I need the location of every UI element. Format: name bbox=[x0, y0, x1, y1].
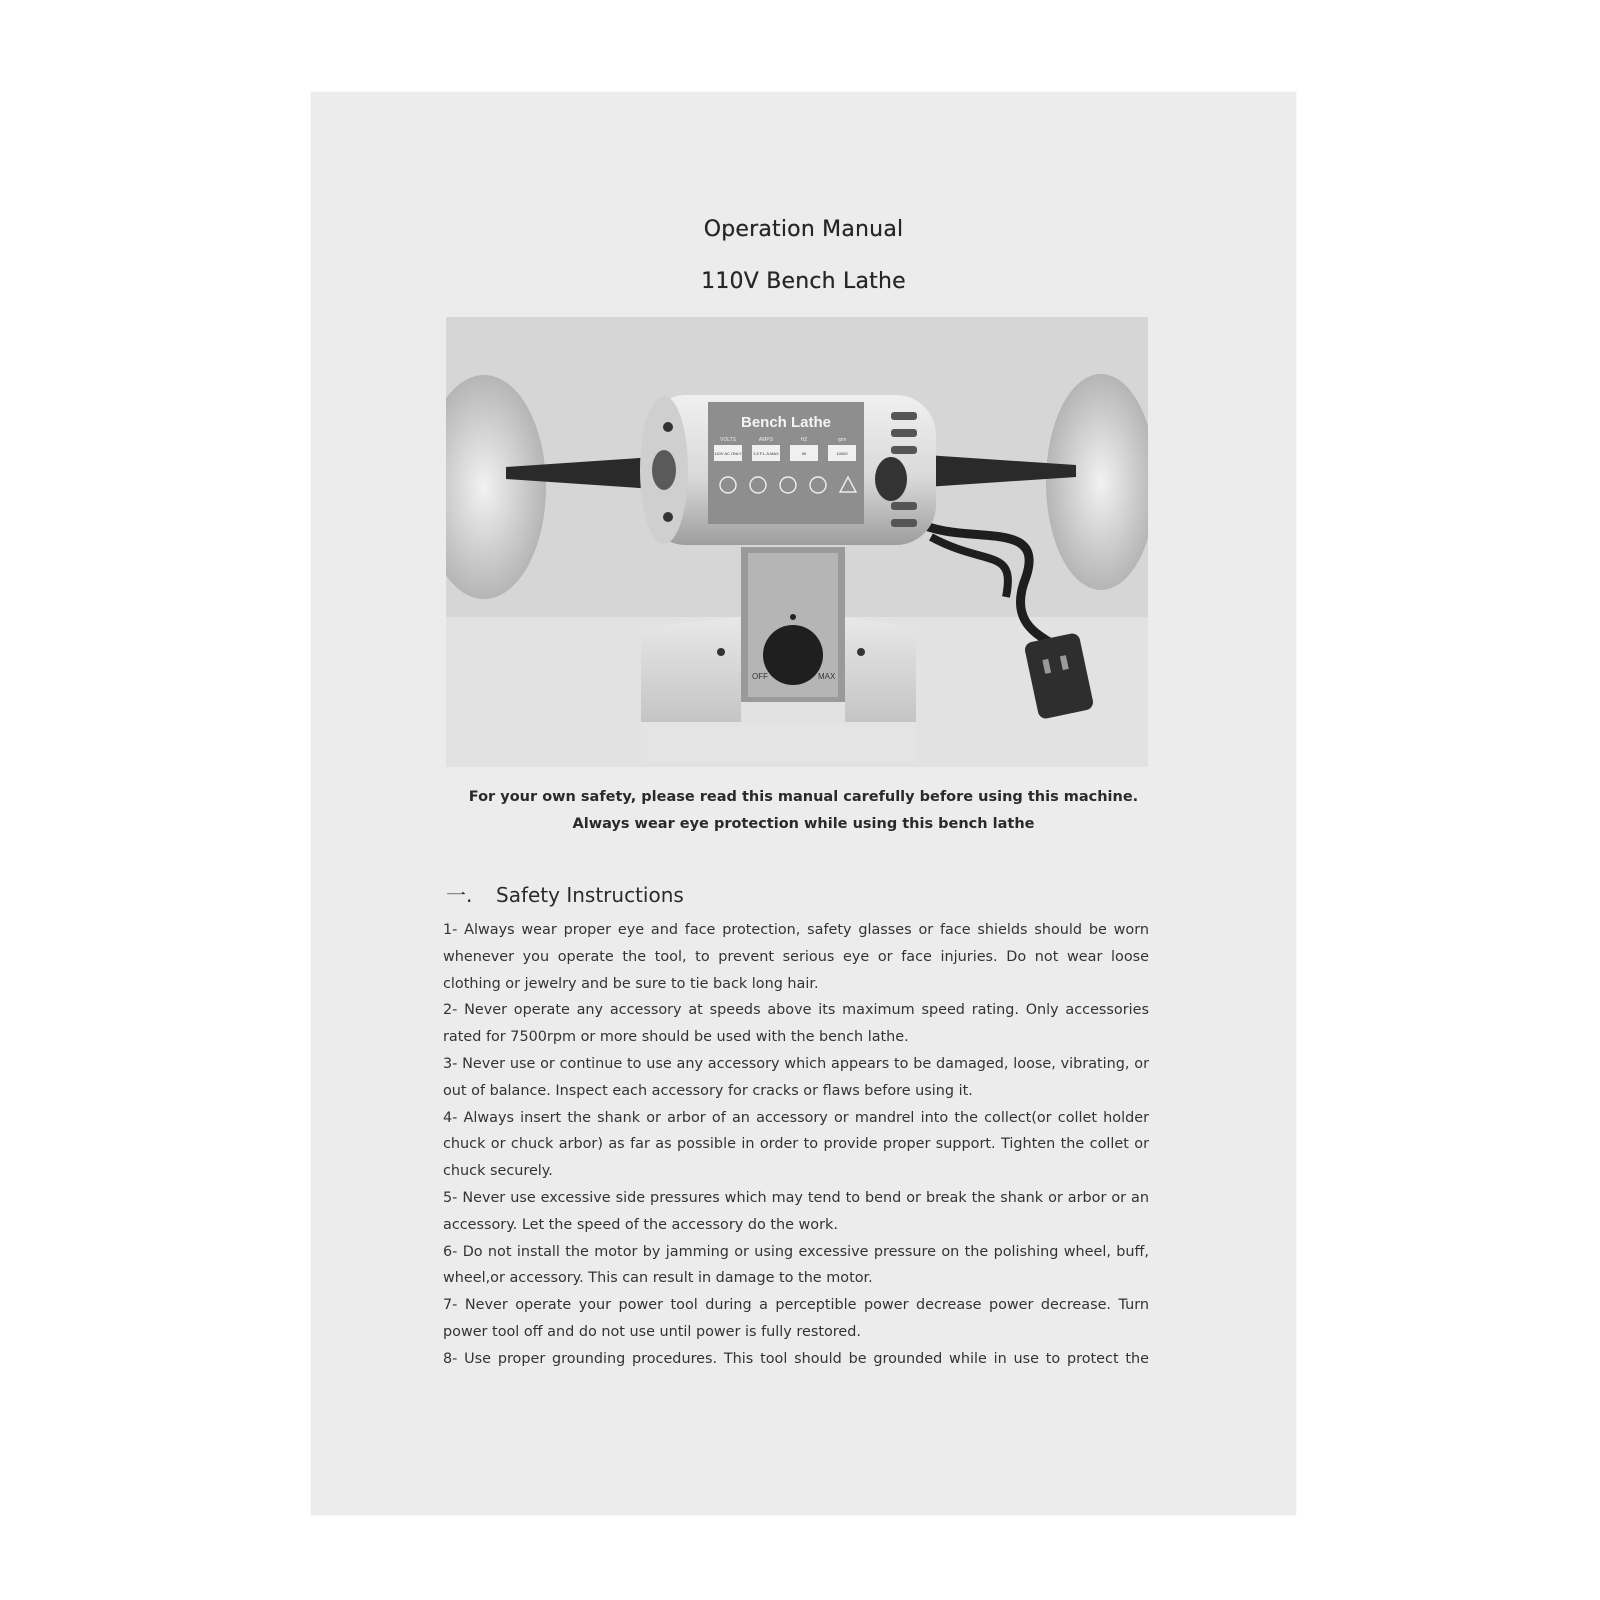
manual-page bbox=[311, 92, 1296, 1515]
dial-max-label: MAX bbox=[818, 672, 836, 681]
speed-dial-knob bbox=[763, 625, 823, 685]
spec-header-hz: HZ bbox=[800, 437, 808, 443]
section-title: Safety Instructions bbox=[496, 883, 684, 907]
instruction-item: 1- Always wear proper eye and face protection, safety glasses or face shields should be worn whenever you operate the tool, to prevent serious eye or face injuries. Do not wear loose clothing or jewelry and be sure to tie back long hair. bbox=[443, 922, 1149, 992]
spec-header-volts: VOLTS bbox=[719, 437, 737, 443]
spec-value-rpm: 10000 bbox=[836, 451, 848, 456]
instruction-item: 6- Do not install the motor by jamming or using excessive pressure on the polishing wheel, buff, wheel,or accessory. This can result in damage to the motor. bbox=[443, 1243, 1149, 1287]
document-title: Operation Manual bbox=[703, 217, 904, 242]
bench-lathe-photo bbox=[446, 317, 1148, 767]
document-subtitle: 110V Bench Lathe bbox=[701, 269, 906, 294]
spec-value-hz: 50 bbox=[801, 451, 807, 456]
spec-value-amps: 1.5 F.L.A.MAX bbox=[753, 451, 779, 456]
safety-caption-line-1: For your own safety, please read this manual carefully before using this machine. bbox=[468, 789, 1139, 805]
power-switch bbox=[875, 457, 907, 501]
dial-off-label: OFF bbox=[752, 672, 768, 681]
instruction-item: 8- Use proper grounding procedures. This tool should be grounded while in use to protect the bbox=[443, 1350, 1149, 1367]
section-number: 一. bbox=[446, 883, 473, 907]
label-plate-title: Bench Lathe bbox=[740, 414, 832, 431]
bench-lathe-illustration bbox=[446, 317, 1148, 767]
spec-header-amps: AMPS bbox=[758, 437, 774, 443]
spec-header-rpm: rpm bbox=[837, 437, 847, 443]
spec-value-volts: 110V AC ONLY bbox=[714, 451, 742, 456]
instruction-item: 3- Never use or continue to use any accessory which appears to be damaged, loose, vibrating, or out of balance. Inspect each accessory for cracks or flaws before using it. bbox=[443, 1055, 1149, 1099]
section-heading bbox=[446, 879, 684, 908]
instruction-item: 4- Always insert the shank or arbor of an accessory or mandrel into the collect(or collet holder chuck or chuck arbor) as far as possible in order to provide proper support. Tighten the collet or chuck securely. bbox=[443, 1109, 1149, 1180]
instruction-item: 5- Never use excessive side pressures which may tend to bend or break the shank or arbor or an accessory. Let the speed of the accessory do the work. bbox=[443, 1189, 1149, 1233]
instruction-item: 7- Never operate your power tool during a perceptible power decrease power decrease. Turn power tool off and do not use until power is fully restored. bbox=[443, 1297, 1149, 1340]
instruction-item: 2- Never operate any accessory at speeds above its maximum speed rating. Only accessories rated for 7500rpm or more should be used with the bench lathe. bbox=[443, 1002, 1149, 1046]
safety-caption-line-2: Always wear eye protection while using this bench lathe bbox=[572, 816, 1035, 832]
safety-instructions-list bbox=[443, 917, 1149, 1373]
